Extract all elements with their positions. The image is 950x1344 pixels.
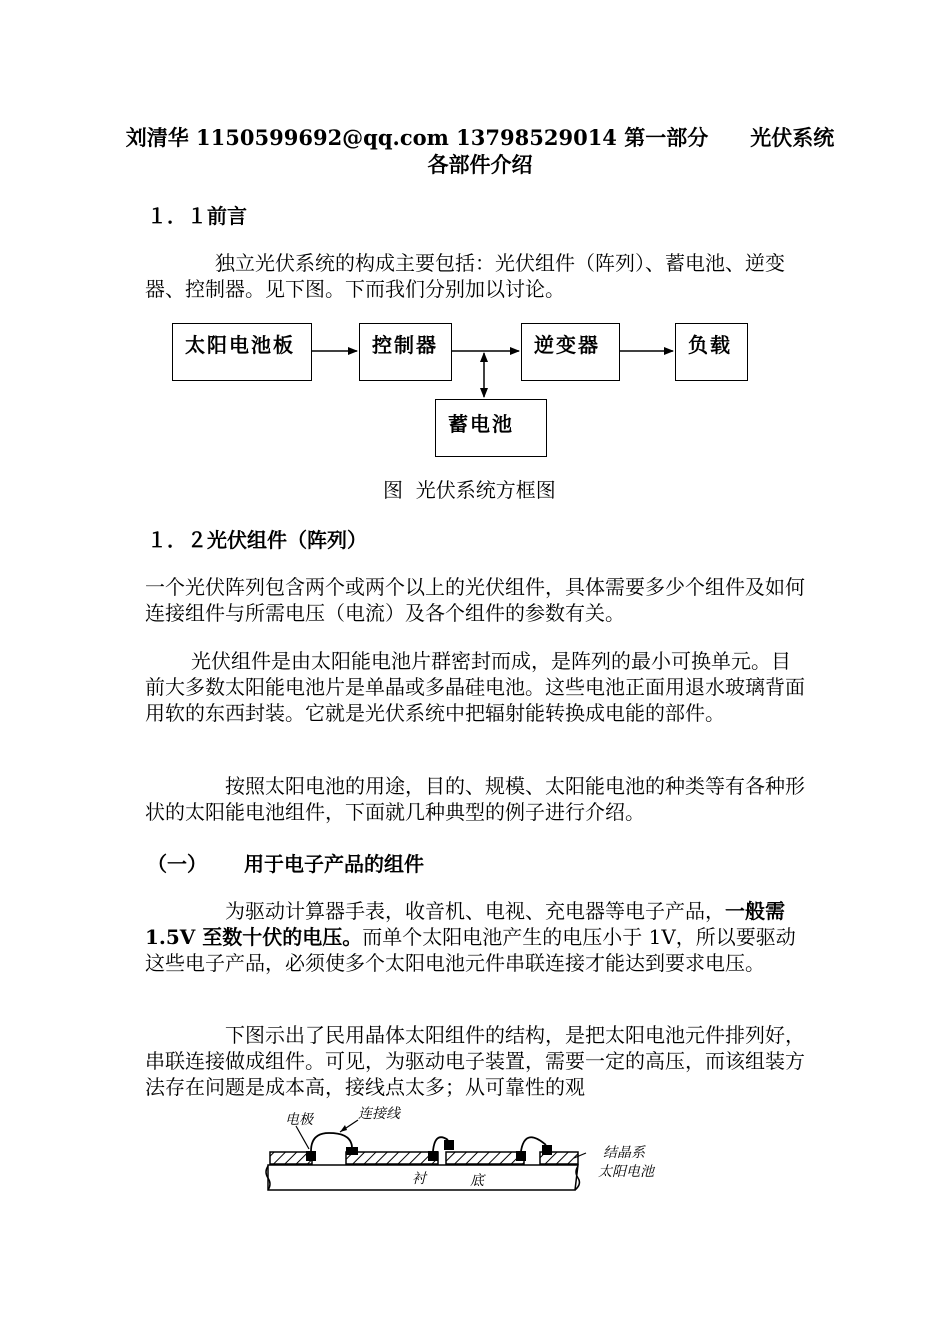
paragraph-module: 光伏组件是由太阳能电池片群密封而成，是阵列的最小可换单元。目前大多数太阳能电池片是单晶或多晶硅电池。这些电池正面用退水玻璃背面用软的东西封装。它就是光伏系统中把辐射能转换成电能的部件。 (145, 649, 805, 725)
section-heading-1-1: １．１前言 (147, 204, 247, 228)
title-line-1: 刘清华 1150599692@qq.com 13798529014 第一部分 光伏系统 (125, 125, 835, 150)
section-heading-1-2: １．２光伏组件（阵列） (147, 528, 367, 552)
sketch-label-cell-type: 结晶系 (603, 1145, 645, 1161)
paragraph-array: 一个光伏阵列包含两个或两个以上的光伏组件，具体需要多少个组件及如何连接组件与所需电压（电流）及各个组件的参数有关。 (145, 575, 805, 625)
box-inverter-label: 逆变器 (534, 333, 600, 357)
box-load-label: 负载 (688, 333, 732, 357)
paragraph-electronics-start: 为驱动计算器手表，收音机、电视、充电器等电子产品， (225, 899, 725, 923)
paragraph-electronics-bold: 一般需 1.5V 至数十伏的电压。 (145, 899, 785, 949)
sketch-label-cell: 太阳电池 (598, 1164, 654, 1180)
box-battery-label: 蓄电池 (448, 412, 514, 436)
sketch-label-substrate-2: 底 (470, 1173, 484, 1189)
intro-paragraph: 独立光伏系统的构成主要包括：光伏组件（阵列）、蓄电池、逆变器、控制器。见下图。下而我们分别加以讨论。 (145, 251, 785, 301)
diagram-caption: 图 光伏系统方框图 (383, 478, 556, 502)
sketch-label-electrode: 电极 (285, 1112, 313, 1128)
box-controller-label: 控制器 (372, 333, 438, 357)
box-solar-panel-label: 太阳电池板 (185, 333, 295, 357)
title-line-2: 各部件介绍 (427, 152, 533, 177)
sketch-label-substrate-1: 衬 (412, 1171, 426, 1187)
paragraph-electronics-end: 而单个太阳电池产生的电压小于 1V，所以要驱动这些电子产品，必须使多个太阳电池元件串联连接才能达到要求电压。 (145, 925, 796, 975)
subsection-heading-num: （一） (147, 852, 207, 876)
subsection-heading-text: 用于电子产品的组件 (244, 852, 424, 876)
paragraph-structure: 下图示出了民用晶体太阳组件的结构，是把太阳电池元件排列好，串联连接做成组件。可见，为驱动电子装置，需要一定的高压，而该组装方法存在问题是成本高，接线点太多；从可靠性的观 (145, 1023, 805, 1099)
sketch-label-wire: 连接线 (358, 1106, 400, 1122)
paragraph-types: 按照太阳电池的用途，目的、规模、太阳能电池的种类等有各种形状的太阳能电池组件，下面就几种典型的例子进行介绍。 (145, 774, 805, 824)
